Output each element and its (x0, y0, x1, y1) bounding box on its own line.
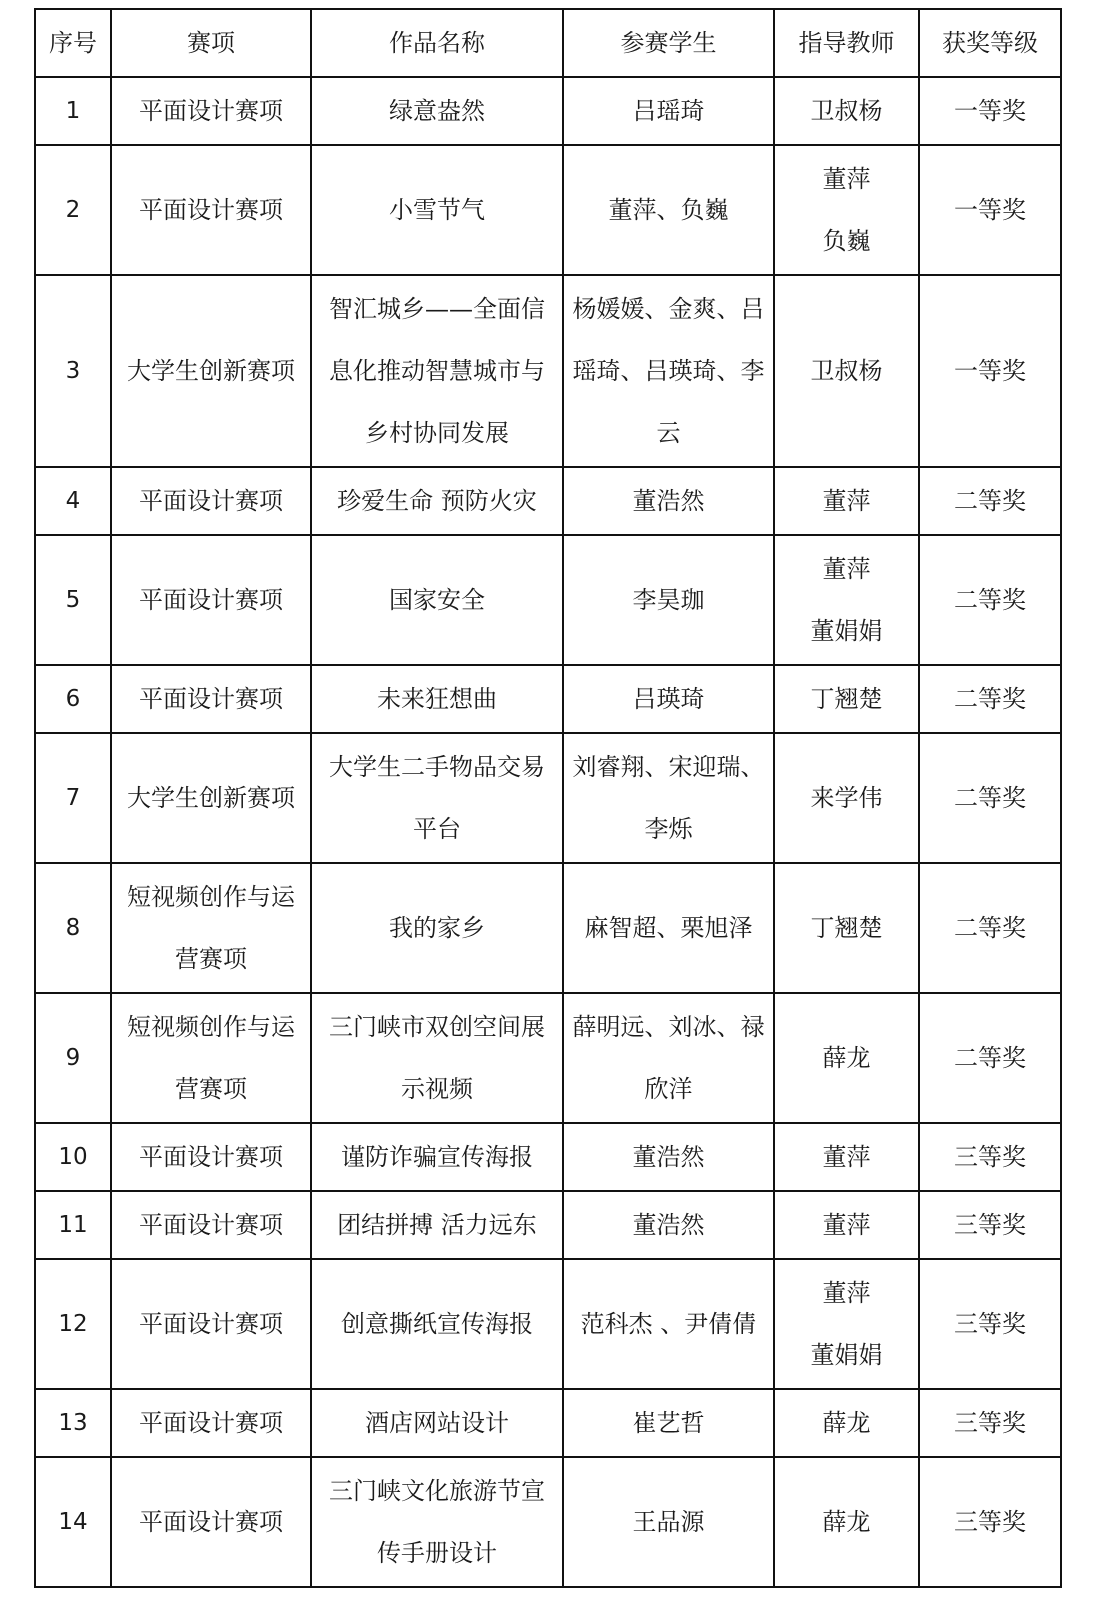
cell-work (311, 1191, 563, 1259)
cell-work-line: 传手册设计 (377, 1539, 497, 1567)
table-row (35, 77, 1061, 145)
cell-no: 7 (35, 733, 111, 863)
cell-students (563, 665, 774, 733)
cell-award: 三等奖 (919, 1259, 1061, 1389)
cell-work (311, 665, 563, 733)
cell-event-line: 平面设计赛项 (139, 1143, 283, 1171)
header-teachers: 指导教师 (774, 9, 919, 77)
cell-teachers-line: 董娟娟 (810, 617, 883, 645)
cell-event-line: 营赛项 (175, 945, 247, 973)
cell-work (311, 1457, 563, 1587)
award-table (34, 8, 1062, 1588)
cell-award: 一等奖 (919, 77, 1061, 145)
cell-award: 二等奖 (919, 993, 1061, 1123)
table-row (35, 275, 1061, 467)
cell-event-line: 平面设计赛项 (139, 586, 283, 614)
cell-teachers (774, 1457, 919, 1587)
cell-work (311, 863, 563, 993)
cell-event (111, 275, 311, 467)
cell-teachers (774, 993, 919, 1123)
cell-students-line: 麻智超、栗旭泽 (584, 914, 753, 942)
cell-work-line: 未来狂想曲 (377, 685, 497, 713)
cell-students (563, 733, 774, 863)
table-row (35, 733, 1061, 863)
cell-event-line: 平面设计赛项 (139, 97, 283, 125)
cell-teachers-line: 董萍 (822, 1211, 871, 1239)
cell-work-line: 乡村协同发展 (365, 419, 509, 447)
cell-work-line: 绿意盎然 (389, 97, 485, 125)
cell-event-line: 大学生创新赛项 (127, 784, 295, 812)
cell-event-line: 短视频创作与运 (127, 1013, 295, 1041)
cell-no: 1 (35, 77, 111, 145)
cell-students-line: 吕瑶琦 (632, 97, 705, 125)
cell-event (111, 1123, 311, 1191)
cell-work-line: 息化推动智慧城市与 (329, 357, 545, 385)
table-row (35, 1389, 1061, 1457)
cell-event-line: 平面设计赛项 (139, 487, 283, 515)
cell-teachers-line: 薛龙 (822, 1508, 871, 1536)
table-row (35, 1191, 1061, 1259)
cell-students-line: 李昊珈 (632, 586, 705, 614)
cell-teachers-line: 丁翘楚 (810, 914, 883, 942)
cell-work-line: 创意撕纸宣传海报 (341, 1310, 533, 1338)
cell-students-line: 杨媛媛、金爽、吕 (572, 295, 765, 323)
cell-work-line: 平台 (413, 815, 461, 843)
table-row (35, 1259, 1061, 1389)
cell-award: 三等奖 (919, 1389, 1061, 1457)
cell-event-line: 平面设计赛项 (139, 1409, 283, 1437)
table-row (35, 863, 1061, 993)
cell-event-line: 平面设计赛项 (139, 1211, 283, 1239)
cell-no: 9 (35, 993, 111, 1123)
cell-students (563, 863, 774, 993)
cell-teachers (774, 467, 919, 535)
cell-students-line: 董萍、负巍 (608, 196, 729, 224)
cell-event (111, 1191, 311, 1259)
cell-no: 3 (35, 275, 111, 467)
table-row (35, 145, 1061, 275)
cell-no: 6 (35, 665, 111, 733)
cell-award: 二等奖 (919, 665, 1061, 733)
cell-teachers-line: 董萍 (822, 1143, 871, 1171)
cell-work-line: 国家安全 (389, 586, 485, 614)
cell-no: 5 (35, 535, 111, 665)
header-no: 序号 (35, 9, 111, 77)
cell-award: 三等奖 (919, 1123, 1061, 1191)
cell-students-line: 范科杰 、尹倩倩 (580, 1310, 757, 1338)
cell-event (111, 733, 311, 863)
cell-event-line: 大学生创新赛项 (127, 357, 295, 385)
cell-students-line: 王品源 (632, 1508, 705, 1536)
cell-teachers-line: 卫叔杨 (810, 357, 883, 385)
cell-teachers-line: 董萍 (822, 555, 871, 583)
cell-students-line: 云 (656, 419, 681, 447)
cell-event-line: 平面设计赛项 (139, 1508, 283, 1536)
cell-event-line: 营赛项 (175, 1075, 247, 1103)
cell-no: 4 (35, 467, 111, 535)
header-students: 参赛学生 (563, 9, 774, 77)
cell-event-line: 短视频创作与运 (127, 883, 295, 911)
cell-no: 14 (35, 1457, 111, 1587)
cell-teachers (774, 1123, 919, 1191)
cell-award: 一等奖 (919, 145, 1061, 275)
cell-work-line: 团结拼搏 活力远东 (337, 1211, 537, 1239)
cell-teachers (774, 275, 919, 467)
cell-students-line: 董浩然 (632, 487, 705, 515)
cell-students-line: 崔艺哲 (632, 1409, 705, 1437)
cell-teachers-line: 董萍 (822, 487, 871, 515)
cell-no: 2 (35, 145, 111, 275)
cell-work-line: 我的家乡 (389, 914, 485, 942)
cell-students-line: 吕瑛琦 (632, 685, 705, 713)
cell-work-line: 三门峡文化旅游节宣 (329, 1477, 545, 1505)
cell-teachers (774, 665, 919, 733)
cell-teachers (774, 1191, 919, 1259)
cell-teachers (774, 1259, 919, 1389)
cell-work (311, 467, 563, 535)
cell-teachers (774, 145, 919, 275)
cell-event (111, 77, 311, 145)
cell-event (111, 145, 311, 275)
header-row (35, 9, 1061, 77)
cell-students (563, 1259, 774, 1389)
cell-work (311, 145, 563, 275)
cell-event (111, 665, 311, 733)
cell-award: 二等奖 (919, 467, 1061, 535)
cell-work (311, 993, 563, 1123)
cell-no: 12 (35, 1259, 111, 1389)
table-row (35, 467, 1061, 535)
cell-work (311, 535, 563, 665)
cell-award: 二等奖 (919, 535, 1061, 665)
cell-students (563, 1123, 774, 1191)
cell-event (111, 993, 311, 1123)
cell-work-line: 示视频 (401, 1075, 473, 1103)
cell-work-line: 智汇城乡——全面信 (329, 295, 545, 323)
cell-students (563, 1457, 774, 1587)
cell-event-line: 平面设计赛项 (139, 685, 283, 713)
cell-work (311, 275, 563, 467)
cell-students (563, 467, 774, 535)
table-row (35, 535, 1061, 665)
cell-students (563, 145, 774, 275)
cell-students-line: 董浩然 (632, 1211, 705, 1239)
cell-teachers-line: 董娟娟 (810, 1341, 883, 1369)
cell-no: 8 (35, 863, 111, 993)
cell-students (563, 535, 774, 665)
cell-students (563, 275, 774, 467)
cell-teachers (774, 863, 919, 993)
cell-students-line: 薛明远、刘冰、禄 (572, 1013, 765, 1041)
cell-event (111, 1259, 311, 1389)
cell-teachers-line: 丁翘楚 (810, 685, 883, 713)
cell-event (111, 535, 311, 665)
cell-no: 10 (35, 1123, 111, 1191)
header-award: 获奖等级 (919, 9, 1061, 77)
cell-work-line: 小雪节气 (389, 196, 485, 224)
cell-teachers (774, 77, 919, 145)
cell-award: 一等奖 (919, 275, 1061, 467)
cell-teachers-line: 来学伟 (810, 784, 883, 812)
cell-work (311, 733, 563, 863)
cell-teachers-line: 董萍 (822, 1279, 871, 1307)
cell-teachers (774, 535, 919, 665)
cell-award: 三等奖 (919, 1457, 1061, 1587)
cell-event (111, 1389, 311, 1457)
cell-work (311, 1389, 563, 1457)
cell-award: 三等奖 (919, 1191, 1061, 1259)
cell-event (111, 1457, 311, 1587)
table-row (35, 993, 1061, 1123)
cell-no: 11 (35, 1191, 111, 1259)
table-row (35, 1123, 1061, 1191)
table-row (35, 1457, 1061, 1587)
cell-teachers-line: 薛龙 (822, 1409, 871, 1437)
cell-students-line: 瑶琦、吕瑛琦、李 (572, 357, 765, 385)
cell-students-line: 欣洋 (644, 1075, 693, 1103)
cell-work (311, 77, 563, 145)
cell-award: 二等奖 (919, 863, 1061, 993)
cell-teachers (774, 1389, 919, 1457)
cell-work-line: 酒店网站设计 (365, 1409, 509, 1437)
cell-award: 二等奖 (919, 733, 1061, 863)
cell-no: 13 (35, 1389, 111, 1457)
cell-event (111, 467, 311, 535)
cell-work-line: 谨防诈骗宣传海报 (341, 1143, 533, 1171)
table-body (35, 77, 1061, 1587)
cell-students (563, 1191, 774, 1259)
cell-students (563, 993, 774, 1123)
cell-work-line: 大学生二手物品交易 (329, 753, 545, 781)
header-event: 赛项 (111, 9, 311, 77)
cell-teachers (774, 733, 919, 863)
cell-teachers-line: 负巍 (822, 227, 871, 255)
cell-work (311, 1123, 563, 1191)
cell-teachers-line: 董萍 (822, 165, 871, 193)
cell-work-line: 三门峡市双创空间展 (329, 1013, 545, 1041)
cell-teachers-line: 薛龙 (822, 1044, 871, 1072)
table-header (35, 9, 1061, 77)
cell-students (563, 1389, 774, 1457)
cell-work-line: 珍爱生命 预防火灾 (337, 487, 537, 515)
header-work: 作品名称 (311, 9, 563, 77)
cell-students-line: 李烁 (644, 815, 693, 843)
cell-teachers-line: 卫叔杨 (810, 97, 883, 125)
cell-students (563, 77, 774, 145)
cell-students-line: 刘睿翔、宋迎瑞、 (572, 753, 765, 781)
cell-students-line: 董浩然 (632, 1143, 705, 1171)
cell-event-line: 平面设计赛项 (139, 196, 283, 224)
table-row (35, 665, 1061, 733)
cell-work (311, 1259, 563, 1389)
cell-event-line: 平面设计赛项 (139, 1310, 283, 1338)
cell-event (111, 863, 311, 993)
